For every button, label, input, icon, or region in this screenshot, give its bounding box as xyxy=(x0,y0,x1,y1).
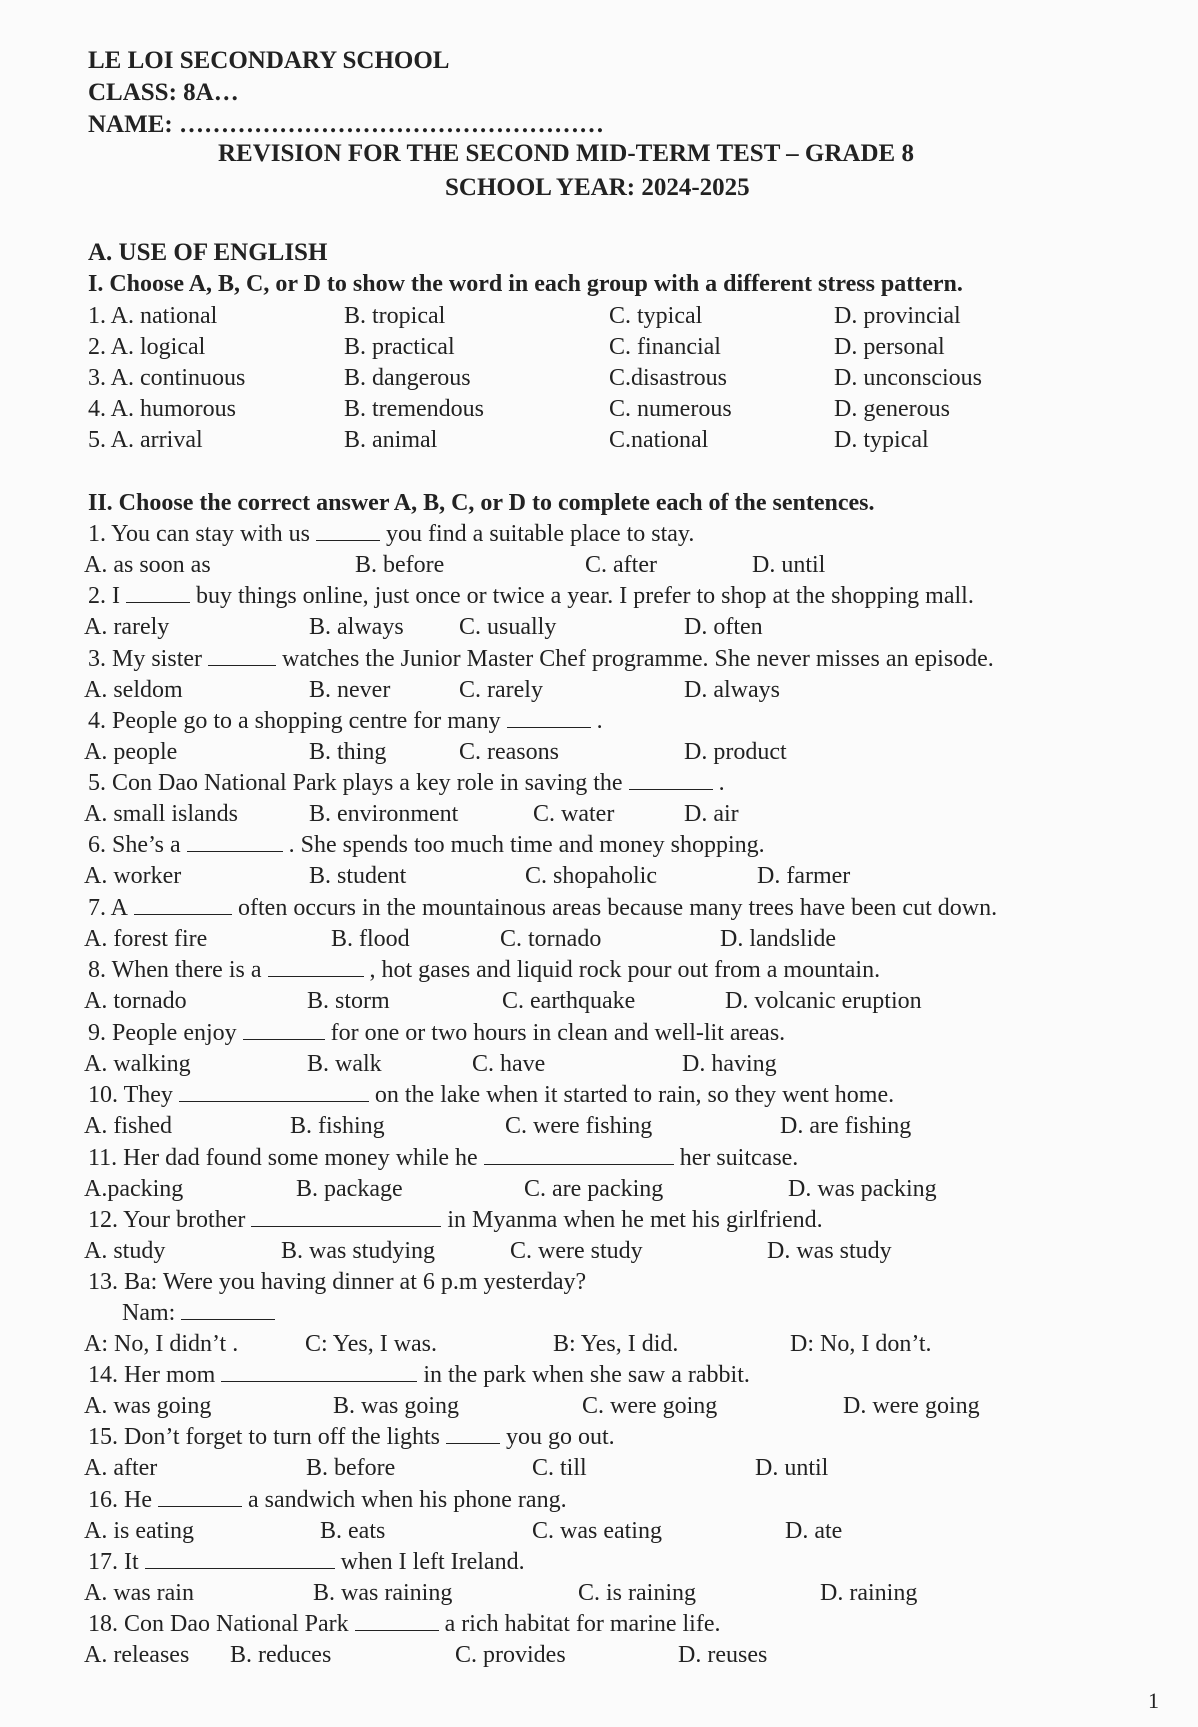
answer-option[interactable]: C. water xyxy=(533,801,615,827)
question-text xyxy=(88,1019,785,1047)
answer-option[interactable]: A. forest fire xyxy=(84,926,208,952)
stress-option: 2. A. logical xyxy=(88,334,206,360)
question-ending: a rich habitat for marine life. xyxy=(444,1611,721,1637)
answer-option[interactable]: A. small islands xyxy=(84,801,238,827)
answer-option[interactable]: D. always xyxy=(684,677,780,703)
answer-option[interactable]: C. were going xyxy=(582,1393,718,1419)
answer-option[interactable]: A. walking xyxy=(84,1051,191,1077)
answer-option[interactable]: A. after xyxy=(84,1455,158,1481)
answer-option[interactable]: B. fishing xyxy=(290,1113,385,1139)
answer-blank[interactable] xyxy=(629,769,713,790)
answer-blank[interactable] xyxy=(507,707,591,728)
answer-option[interactable]: B. before xyxy=(306,1455,396,1481)
question-ending: her suitcase. xyxy=(679,1145,799,1171)
stress-option: D. typical xyxy=(834,427,929,453)
answer-option[interactable]: A. tornado xyxy=(84,988,187,1014)
answer-option[interactable]: A: No, I didn’t . xyxy=(84,1331,239,1357)
answer-option[interactable]: D: No, I don’t. xyxy=(790,1331,932,1357)
answer-blank[interactable] xyxy=(221,1361,417,1382)
answer-option[interactable]: D. ate xyxy=(785,1518,843,1544)
section-heading: A. USE OF ENGLISH xyxy=(88,239,328,266)
answer-blank[interactable] xyxy=(251,1206,441,1227)
answer-option[interactable]: B. thing xyxy=(309,739,387,765)
answer-option[interactable]: C. were fishing xyxy=(505,1113,653,1139)
name-label: NAME: …………………………………………… xyxy=(88,111,604,138)
answer-option[interactable]: B. environment xyxy=(309,801,459,827)
answer-blank[interactable] xyxy=(134,894,232,915)
part1-heading: I. Choose A, B, C, or D to show the word in each group with a different stress pattern. xyxy=(88,271,963,297)
answer-blank[interactable] xyxy=(208,645,276,666)
answer-option[interactable]: A. rarely xyxy=(84,614,170,640)
answer-option[interactable]: C. are packing xyxy=(524,1176,664,1202)
answer-option[interactable]: A. is eating xyxy=(84,1518,194,1544)
answer-option[interactable]: D. farmer xyxy=(757,863,851,889)
answer-option[interactable]: D. landslide xyxy=(720,926,836,952)
stress-option: B. animal xyxy=(344,427,438,453)
question-text xyxy=(88,831,765,859)
stress-option: B. dangerous xyxy=(344,365,471,391)
answer-blank[interactable] xyxy=(126,582,190,603)
answer-option[interactable]: C. till xyxy=(532,1455,587,1481)
dialogue-reply-line xyxy=(122,1299,275,1327)
question-text xyxy=(88,582,974,610)
answer-option[interactable]: B. flood xyxy=(331,926,410,952)
question-stem: 12. Your brother xyxy=(88,1207,246,1233)
question-text xyxy=(88,769,725,797)
answer-option[interactable]: D. product xyxy=(684,739,787,765)
answer-option[interactable]: B. storm xyxy=(307,988,390,1014)
answer-option[interactable]: D. often xyxy=(684,614,763,640)
question-ending: when I left Ireland. xyxy=(340,1549,525,1575)
answer-option[interactable]: C. provides xyxy=(455,1642,566,1668)
question-ending: . xyxy=(596,708,603,734)
stress-option: D. unconscious xyxy=(834,365,982,391)
question-text xyxy=(88,1206,823,1234)
page-title: REVISION FOR THE SECOND MID-TERM TEST – GRADE 8 xyxy=(218,140,914,167)
question-text xyxy=(88,707,603,735)
question-stem: 9. People enjoy xyxy=(88,1020,237,1046)
question-stem: 13. Ba: Were you having dinner at 6 p.m yesterday? xyxy=(88,1269,587,1295)
dialogue-speaker: Nam: xyxy=(122,1300,176,1326)
question-text xyxy=(88,1548,525,1576)
answer-option[interactable]: C. were study xyxy=(510,1238,643,1264)
answer-option[interactable]: D. until xyxy=(755,1455,829,1481)
answer-option[interactable]: A. seldom xyxy=(84,677,183,703)
stress-option: B. tremendous xyxy=(344,396,484,422)
question-text xyxy=(88,1081,894,1109)
answer-option[interactable]: A. was going xyxy=(84,1393,212,1419)
question-text xyxy=(88,894,997,922)
question-stem: 6. She’s a xyxy=(88,832,181,858)
question-stem: 7. A xyxy=(88,895,129,921)
page-number: 1 xyxy=(1148,1688,1159,1713)
answer-blank[interactable] xyxy=(446,1423,500,1444)
answer-blank[interactable] xyxy=(355,1610,439,1631)
answer-option[interactable]: A. fished xyxy=(84,1113,172,1139)
answer-option[interactable]: B. was going xyxy=(333,1393,459,1419)
question-stem: 11. Her dad found some money while he xyxy=(88,1145,478,1171)
stress-option: D. generous xyxy=(834,396,950,422)
stress-option: 5. A. arrival xyxy=(88,427,203,453)
answer-option[interactable]: C. usually xyxy=(459,614,557,640)
answer-option[interactable]: A. was rain xyxy=(84,1580,194,1606)
answer-option[interactable]: D. are fishing xyxy=(780,1113,912,1139)
answer-blank[interactable] xyxy=(179,1081,369,1102)
stress-option: 3. A. continuous xyxy=(88,365,246,391)
question-ending: buy things online, just once or twice a year. I prefer to shop at the shopping mall. xyxy=(196,583,974,609)
part2-heading: II. Choose the correct answer A, B, C, or D to complete each of the sentences. xyxy=(88,490,875,516)
answer-option[interactable]: C. shopaholic xyxy=(525,863,657,889)
question-text xyxy=(88,645,994,673)
answer-option[interactable]: C. after xyxy=(585,552,657,578)
stress-option: C. financial xyxy=(609,334,721,360)
answer-option[interactable]: C. is raining xyxy=(578,1580,696,1606)
question-ending: in Myanma when he met his girlfriend. xyxy=(447,1207,823,1233)
question-stem: 2. I xyxy=(88,583,120,609)
question-ending: , hot gases and liquid rock pour out from a mountain. xyxy=(369,957,881,983)
answer-blank[interactable] xyxy=(316,520,380,541)
question-ending: for one or two hours in clean and well-lit areas. xyxy=(330,1020,786,1046)
question-text xyxy=(88,1361,750,1389)
answer-option[interactable]: D. was study xyxy=(767,1238,892,1264)
stress-option: D. personal xyxy=(834,334,945,360)
question-stem: 17. It xyxy=(88,1549,139,1575)
answer-option[interactable]: B. walk xyxy=(307,1051,382,1077)
answer-option[interactable]: B. package xyxy=(296,1176,403,1202)
answer-option[interactable]: C. tornado xyxy=(500,926,602,952)
school-year: SCHOOL YEAR: 2024-2025 xyxy=(445,174,750,201)
question-ending: in the park when she saw a rabbit. xyxy=(423,1362,750,1388)
question-text xyxy=(88,1486,567,1514)
question-ending: . xyxy=(718,770,725,796)
answer-option[interactable]: B. eats xyxy=(320,1518,386,1544)
question-stem: 3. My sister xyxy=(88,646,202,672)
answer-option[interactable]: B. was raining xyxy=(313,1580,453,1606)
answer-option[interactable]: B. student xyxy=(309,863,407,889)
question-stem: 18. Con Dao National Park xyxy=(88,1611,349,1637)
answer-blank[interactable] xyxy=(187,831,283,852)
question-stem: 16. He xyxy=(88,1487,152,1513)
question-stem: 14. Her mom xyxy=(88,1362,216,1388)
answer-option[interactable]: B. reduces xyxy=(230,1642,332,1668)
answer-blank[interactable] xyxy=(268,956,364,977)
answer-option[interactable]: B. never xyxy=(309,677,391,703)
question-stem: 8. When there is a xyxy=(88,957,262,983)
answer-option[interactable]: C. reasons xyxy=(459,739,559,765)
answer-option[interactable]: A. as soon as xyxy=(84,552,211,578)
stress-option: B. tropical xyxy=(344,303,446,329)
question-text xyxy=(88,1423,615,1451)
answer-option[interactable]: B. always xyxy=(309,614,404,640)
answer-option[interactable]: A. study xyxy=(84,1238,166,1264)
question-ending: . She spends too much time and money shopping. xyxy=(288,832,765,858)
question-text xyxy=(88,956,880,984)
question-stem: 4. People go to a shopping centre for many xyxy=(88,708,501,734)
answer-option[interactable]: C: Yes, I was. xyxy=(305,1331,438,1357)
question-ending: watches the Junior Master Chef programme. She never misses an episode. xyxy=(282,646,994,672)
answer-blank[interactable] xyxy=(158,1486,242,1507)
stress-option: C.national xyxy=(609,427,709,453)
question-ending: on the lake when it started to rain, so they went home. xyxy=(374,1082,895,1108)
answer-option[interactable]: D. having xyxy=(682,1051,777,1077)
answer-option[interactable]: C. was eating xyxy=(532,1518,662,1544)
answer-option[interactable]: C. rarely xyxy=(459,677,543,703)
stress-option: 1. A. national xyxy=(88,303,218,329)
question-stem: 15. Don’t forget to turn off the lights xyxy=(88,1424,440,1450)
answer-option[interactable]: D. air xyxy=(684,801,739,827)
class-label: CLASS: 8A… xyxy=(88,79,239,106)
answer-option[interactable]: C. have xyxy=(472,1051,546,1077)
question-text xyxy=(88,1144,798,1172)
answer-option[interactable]: D. was packing xyxy=(788,1176,937,1202)
stress-option: C. typical xyxy=(609,303,703,329)
answer-blank[interactable] xyxy=(243,1019,325,1040)
question-stem: 1. You can stay with us xyxy=(88,521,311,547)
answer-option[interactable]: A.packing xyxy=(84,1176,184,1202)
answer-option[interactable]: D. reuses xyxy=(678,1642,768,1668)
question-ending: you go out. xyxy=(505,1424,615,1450)
answer-blank[interactable] xyxy=(145,1548,335,1569)
stress-option: 4. A. humorous xyxy=(88,396,237,422)
answer-option[interactable]: D. volcanic eruption xyxy=(725,988,922,1014)
stress-option: D. provincial xyxy=(834,303,961,329)
answer-option[interactable]: A. people xyxy=(84,739,178,765)
answer-option[interactable]: A. worker xyxy=(84,863,182,889)
question-text xyxy=(88,1268,586,1296)
answer-option[interactable]: C. earthquake xyxy=(502,988,636,1014)
answer-option[interactable]: B: Yes, I did. xyxy=(553,1331,679,1357)
answer-option[interactable]: B. before xyxy=(355,552,445,578)
question-stem: 10. They xyxy=(88,1082,173,1108)
question-ending: often occurs in the mountainous areas because many trees have been cut down. xyxy=(238,895,998,921)
answer-option[interactable]: D. were going xyxy=(843,1393,980,1419)
answer-option[interactable]: D. raining xyxy=(820,1580,918,1606)
school-name: LE LOI SECONDARY SCHOOL xyxy=(88,47,450,74)
answer-blank[interactable] xyxy=(181,1299,275,1320)
stress-option: B. practical xyxy=(344,334,455,360)
question-text xyxy=(88,520,694,548)
question-text xyxy=(88,1610,721,1638)
question-stem: 5. Con Dao National Park plays a key role in saving the xyxy=(88,770,623,796)
answer-option[interactable]: A. releases xyxy=(84,1642,190,1668)
stress-option: C.disastrous xyxy=(609,365,728,391)
answer-option[interactable]: D. until xyxy=(752,552,826,578)
answer-option[interactable]: B. was studying xyxy=(281,1238,436,1264)
question-ending: a sandwich when his phone rang. xyxy=(247,1487,567,1513)
stress-option: C. numerous xyxy=(609,396,732,422)
answer-blank[interactable] xyxy=(484,1144,674,1165)
question-ending: you find a suitable place to stay. xyxy=(386,521,695,547)
